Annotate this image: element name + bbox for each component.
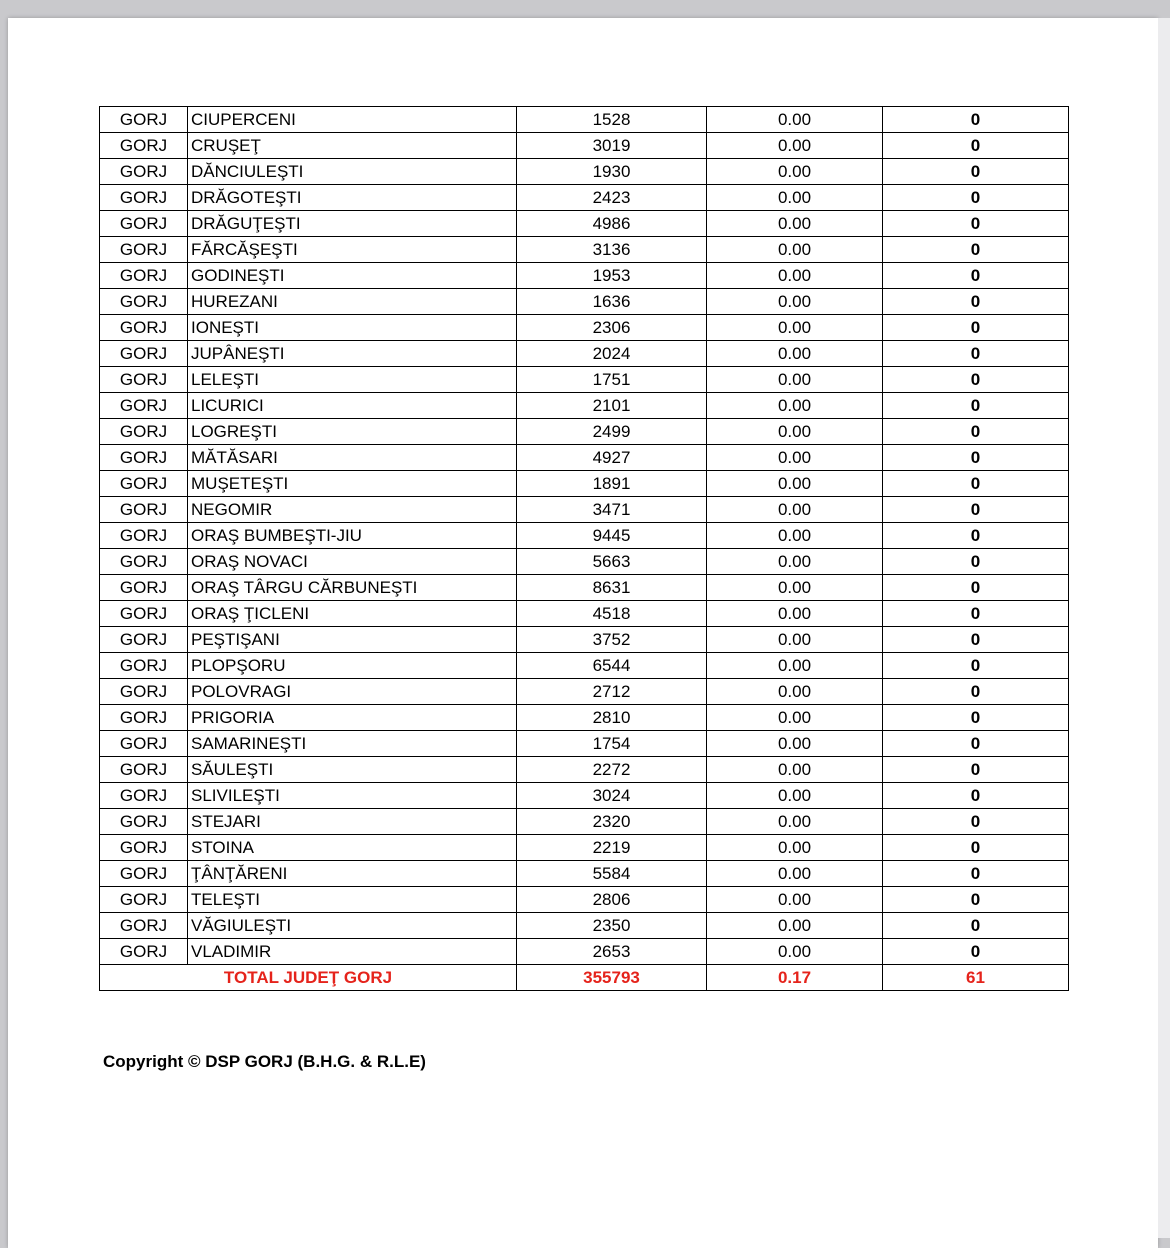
cases-cell: 0 <box>883 627 1069 653</box>
table-row <box>100 887 1069 913</box>
rate-cell: 0.00 <box>707 419 883 445</box>
table-row <box>100 549 1069 575</box>
county-cell: GORJ <box>100 731 188 757</box>
cases-cell: 0 <box>883 211 1069 237</box>
county-cell: GORJ <box>100 835 188 861</box>
population-cell: 3136 <box>517 237 707 263</box>
locality-cell: VĂGIULEŞTI <box>188 913 517 939</box>
table-row <box>100 315 1069 341</box>
cases-cell: 0 <box>883 731 1069 757</box>
cases-cell: 0 <box>883 237 1069 263</box>
cases-cell: 0 <box>883 887 1069 913</box>
county-cell: GORJ <box>100 419 188 445</box>
county-cell: GORJ <box>100 601 188 627</box>
rate-cell: 0.00 <box>707 575 883 601</box>
rate-cell: 0.00 <box>707 341 883 367</box>
rate-cell: 0.00 <box>707 627 883 653</box>
cases-cell: 0 <box>883 341 1069 367</box>
population-cell: 1891 <box>517 471 707 497</box>
locality-cell: VLADIMIR <box>188 939 517 965</box>
locality-cell: IONEŞTI <box>188 315 517 341</box>
county-cell: GORJ <box>100 107 188 133</box>
rate-cell: 0.00 <box>707 185 883 211</box>
locality-cell: PLOPŞORU <box>188 653 517 679</box>
rate-cell: 0.00 <box>707 159 883 185</box>
cases-cell: 0 <box>883 471 1069 497</box>
rate-cell: 0.00 <box>707 705 883 731</box>
cases-cell: 0 <box>883 393 1069 419</box>
locality-cell: LELEŞTI <box>188 367 517 393</box>
rate-cell: 0.00 <box>707 133 883 159</box>
county-cell: GORJ <box>100 367 188 393</box>
population-cell: 2272 <box>517 757 707 783</box>
county-cell: GORJ <box>100 185 188 211</box>
county-cell: GORJ <box>100 237 188 263</box>
table-row <box>100 757 1069 783</box>
county-cell: GORJ <box>100 211 188 237</box>
population-cell: 1754 <box>517 731 707 757</box>
county-cell: GORJ <box>100 679 188 705</box>
population-cell: 4986 <box>517 211 707 237</box>
locality-cell: NEGOMIR <box>188 497 517 523</box>
county-cell: GORJ <box>100 653 188 679</box>
table-row <box>100 497 1069 523</box>
county-cell: GORJ <box>100 913 188 939</box>
cases-cell: 0 <box>883 315 1069 341</box>
locality-cell: SAMARINEŞTI <box>188 731 517 757</box>
county-cell: GORJ <box>100 705 188 731</box>
population-cell: 2653 <box>517 939 707 965</box>
county-cell: GORJ <box>100 523 188 549</box>
locality-cell: MUŞETEŞTI <box>188 471 517 497</box>
cases-cell: 0 <box>883 939 1069 965</box>
locality-cell: LICURICI <box>188 393 517 419</box>
cases-cell: 0 <box>883 783 1069 809</box>
population-cell: 2712 <box>517 679 707 705</box>
population-cell: 3752 <box>517 627 707 653</box>
rate-cell: 0.00 <box>707 913 883 939</box>
locality-cell: SLIVILEŞTI <box>188 783 517 809</box>
population-cell: 2806 <box>517 887 707 913</box>
locality-cell: LOGREŞTI <box>188 419 517 445</box>
table-row <box>100 861 1069 887</box>
cases-cell: 0 <box>883 705 1069 731</box>
rate-cell: 0.00 <box>707 861 883 887</box>
cases-cell: 0 <box>883 835 1069 861</box>
table-row <box>100 575 1069 601</box>
county-cell: GORJ <box>100 861 188 887</box>
table-row <box>100 653 1069 679</box>
locality-cell: DRĂGUŢEŞTI <box>188 211 517 237</box>
table-row <box>100 211 1069 237</box>
cases-cell: 0 <box>883 913 1069 939</box>
locality-cell: POLOVRAGI <box>188 679 517 705</box>
rate-cell: 0.00 <box>707 211 883 237</box>
locality-cell: PEŞTIŞANI <box>188 627 517 653</box>
locality-cell: CIUPERCENI <box>188 107 517 133</box>
locality-cell: ORAŞ BUMBEŞTI-JIU <box>188 523 517 549</box>
rate-cell: 0.00 <box>707 939 883 965</box>
rate-cell: 0.00 <box>707 445 883 471</box>
county-cell: GORJ <box>100 627 188 653</box>
rate-cell: 0.00 <box>707 809 883 835</box>
table-row <box>100 289 1069 315</box>
table-row <box>100 133 1069 159</box>
county-cell: GORJ <box>100 575 188 601</box>
cases-cell: 0 <box>883 523 1069 549</box>
rate-cell: 0.00 <box>707 653 883 679</box>
table-row <box>100 913 1069 939</box>
locality-cell: DRĂGOTEŞTI <box>188 185 517 211</box>
rate-cell: 0.00 <box>707 679 883 705</box>
table-row <box>100 627 1069 653</box>
rate-cell: 0.00 <box>707 835 883 861</box>
locality-cell: ORAŞ ŢICLENI <box>188 601 517 627</box>
cases-cell: 0 <box>883 601 1069 627</box>
rate-cell: 0.00 <box>707 497 883 523</box>
population-cell: 2499 <box>517 419 707 445</box>
rate-cell: 0.00 <box>707 263 883 289</box>
cases-cell: 0 <box>883 289 1069 315</box>
population-cell: 2320 <box>517 809 707 835</box>
cases-cell: 0 <box>883 861 1069 887</box>
cases-cell: 0 <box>883 653 1069 679</box>
population-cell: 3024 <box>517 783 707 809</box>
population-cell: 2024 <box>517 341 707 367</box>
viewer-edge <box>1158 18 1170 1238</box>
total-row <box>100 965 1069 991</box>
locality-cell: CRUŞEŢ <box>188 133 517 159</box>
locality-cell: STOINA <box>188 835 517 861</box>
localities-table <box>99 106 1069 991</box>
population-cell: 9445 <box>517 523 707 549</box>
county-cell: GORJ <box>100 887 188 913</box>
rate-cell: 0.00 <box>707 393 883 419</box>
table-row <box>100 471 1069 497</box>
population-cell: 4518 <box>517 601 707 627</box>
population-cell: 6544 <box>517 653 707 679</box>
population-cell: 1528 <box>517 107 707 133</box>
table-row <box>100 939 1069 965</box>
table-row <box>100 341 1069 367</box>
table-row <box>100 705 1069 731</box>
population-cell: 2219 <box>517 835 707 861</box>
population-cell: 8631 <box>517 575 707 601</box>
table-row <box>100 445 1069 471</box>
rate-cell: 0.00 <box>707 601 883 627</box>
rate-cell: 0.00 <box>707 315 883 341</box>
county-cell: GORJ <box>100 263 188 289</box>
county-cell: GORJ <box>100 783 188 809</box>
population-cell: 2423 <box>517 185 707 211</box>
table-row <box>100 393 1069 419</box>
population-cell: 3471 <box>517 497 707 523</box>
population-cell: 1636 <box>517 289 707 315</box>
cases-cell: 0 <box>883 185 1069 211</box>
table-row <box>100 237 1069 263</box>
locality-cell: ORAŞ TÂRGU CĂRBUNEŞTI <box>188 575 517 601</box>
cases-cell: 0 <box>883 367 1069 393</box>
rate-cell: 0.00 <box>707 731 883 757</box>
table-row <box>100 809 1069 835</box>
population-cell: 2101 <box>517 393 707 419</box>
locality-cell: HUREZANI <box>188 289 517 315</box>
county-cell: GORJ <box>100 159 188 185</box>
table-row <box>100 419 1069 445</box>
county-cell: GORJ <box>100 133 188 159</box>
table-row <box>100 185 1069 211</box>
cases-cell: 0 <box>883 133 1069 159</box>
table-row <box>100 523 1069 549</box>
county-cell: GORJ <box>100 939 188 965</box>
cases-cell: 0 <box>883 159 1069 185</box>
table-row <box>100 601 1069 627</box>
cases-cell: 0 <box>883 419 1069 445</box>
locality-cell: JUPÂNEŞTI <box>188 341 517 367</box>
rate-cell: 0.00 <box>707 471 883 497</box>
locality-cell: STEJARI <box>188 809 517 835</box>
cases-cell: 0 <box>883 549 1069 575</box>
county-cell: GORJ <box>100 757 188 783</box>
rate-cell: 0.00 <box>707 289 883 315</box>
cases-cell: 0 <box>883 679 1069 705</box>
rate-cell: 0.00 <box>707 783 883 809</box>
rate-cell: 0.00 <box>707 757 883 783</box>
table-row <box>100 107 1069 133</box>
cases-cell: 0 <box>883 757 1069 783</box>
county-cell: GORJ <box>100 549 188 575</box>
table-row <box>100 263 1069 289</box>
table-row <box>100 679 1069 705</box>
population-cell: 2350 <box>517 913 707 939</box>
copyright-note: Copyright © DSP GORJ (B.H.G. & R.L.E) <box>103 1052 426 1071</box>
locality-cell: MĂTĂSARI <box>188 445 517 471</box>
county-cell: GORJ <box>100 809 188 835</box>
locality-cell: GODINEŞTI <box>188 263 517 289</box>
county-cell: GORJ <box>100 341 188 367</box>
rate-cell: 0.00 <box>707 523 883 549</box>
population-cell: 4927 <box>517 445 707 471</box>
cases-cell: 0 <box>883 575 1069 601</box>
population-cell: 2810 <box>517 705 707 731</box>
county-cell: GORJ <box>100 497 188 523</box>
cases-cell: 0 <box>883 497 1069 523</box>
locality-cell: ORAŞ NOVACI <box>188 549 517 575</box>
rate-cell: 0.00 <box>707 887 883 913</box>
table-row <box>100 731 1069 757</box>
population-cell: 1930 <box>517 159 707 185</box>
population-cell: 3019 <box>517 133 707 159</box>
table-body <box>100 107 1069 965</box>
locality-cell: TELEŞTI <box>188 887 517 913</box>
total-label: TOTAL JUDEŢ GORJ <box>100 965 517 991</box>
total-population: 355793 <box>517 965 707 991</box>
total-cases: 61 <box>883 965 1069 991</box>
total-rate: 0.17 <box>707 965 883 991</box>
locality-cell: FĂRCĂŞEŞTI <box>188 237 517 263</box>
population-cell: 5663 <box>517 549 707 575</box>
population-cell: 1953 <box>517 263 707 289</box>
county-cell: GORJ <box>100 289 188 315</box>
rate-cell: 0.00 <box>707 549 883 575</box>
cases-cell: 0 <box>883 809 1069 835</box>
locality-cell: DĂNCIULEŞTI <box>188 159 517 185</box>
county-cell: GORJ <box>100 315 188 341</box>
cases-cell: 0 <box>883 263 1069 289</box>
locality-cell: SĂULEŞTI <box>188 757 517 783</box>
county-cell: GORJ <box>100 393 188 419</box>
cases-cell: 0 <box>883 107 1069 133</box>
county-cell: GORJ <box>100 471 188 497</box>
rate-cell: 0.00 <box>707 107 883 133</box>
cases-cell: 0 <box>883 445 1069 471</box>
population-cell: 2306 <box>517 315 707 341</box>
population-cell: 5584 <box>517 861 707 887</box>
county-cell: GORJ <box>100 445 188 471</box>
rate-cell: 0.00 <box>707 237 883 263</box>
locality-cell: PRIGORIA <box>188 705 517 731</box>
rate-cell: 0.00 <box>707 367 883 393</box>
table-row <box>100 367 1069 393</box>
table-row <box>100 835 1069 861</box>
population-cell: 1751 <box>517 367 707 393</box>
table-row <box>100 783 1069 809</box>
table-row <box>100 159 1069 185</box>
locality-cell: ŢÂNŢĂRENI <box>188 861 517 887</box>
